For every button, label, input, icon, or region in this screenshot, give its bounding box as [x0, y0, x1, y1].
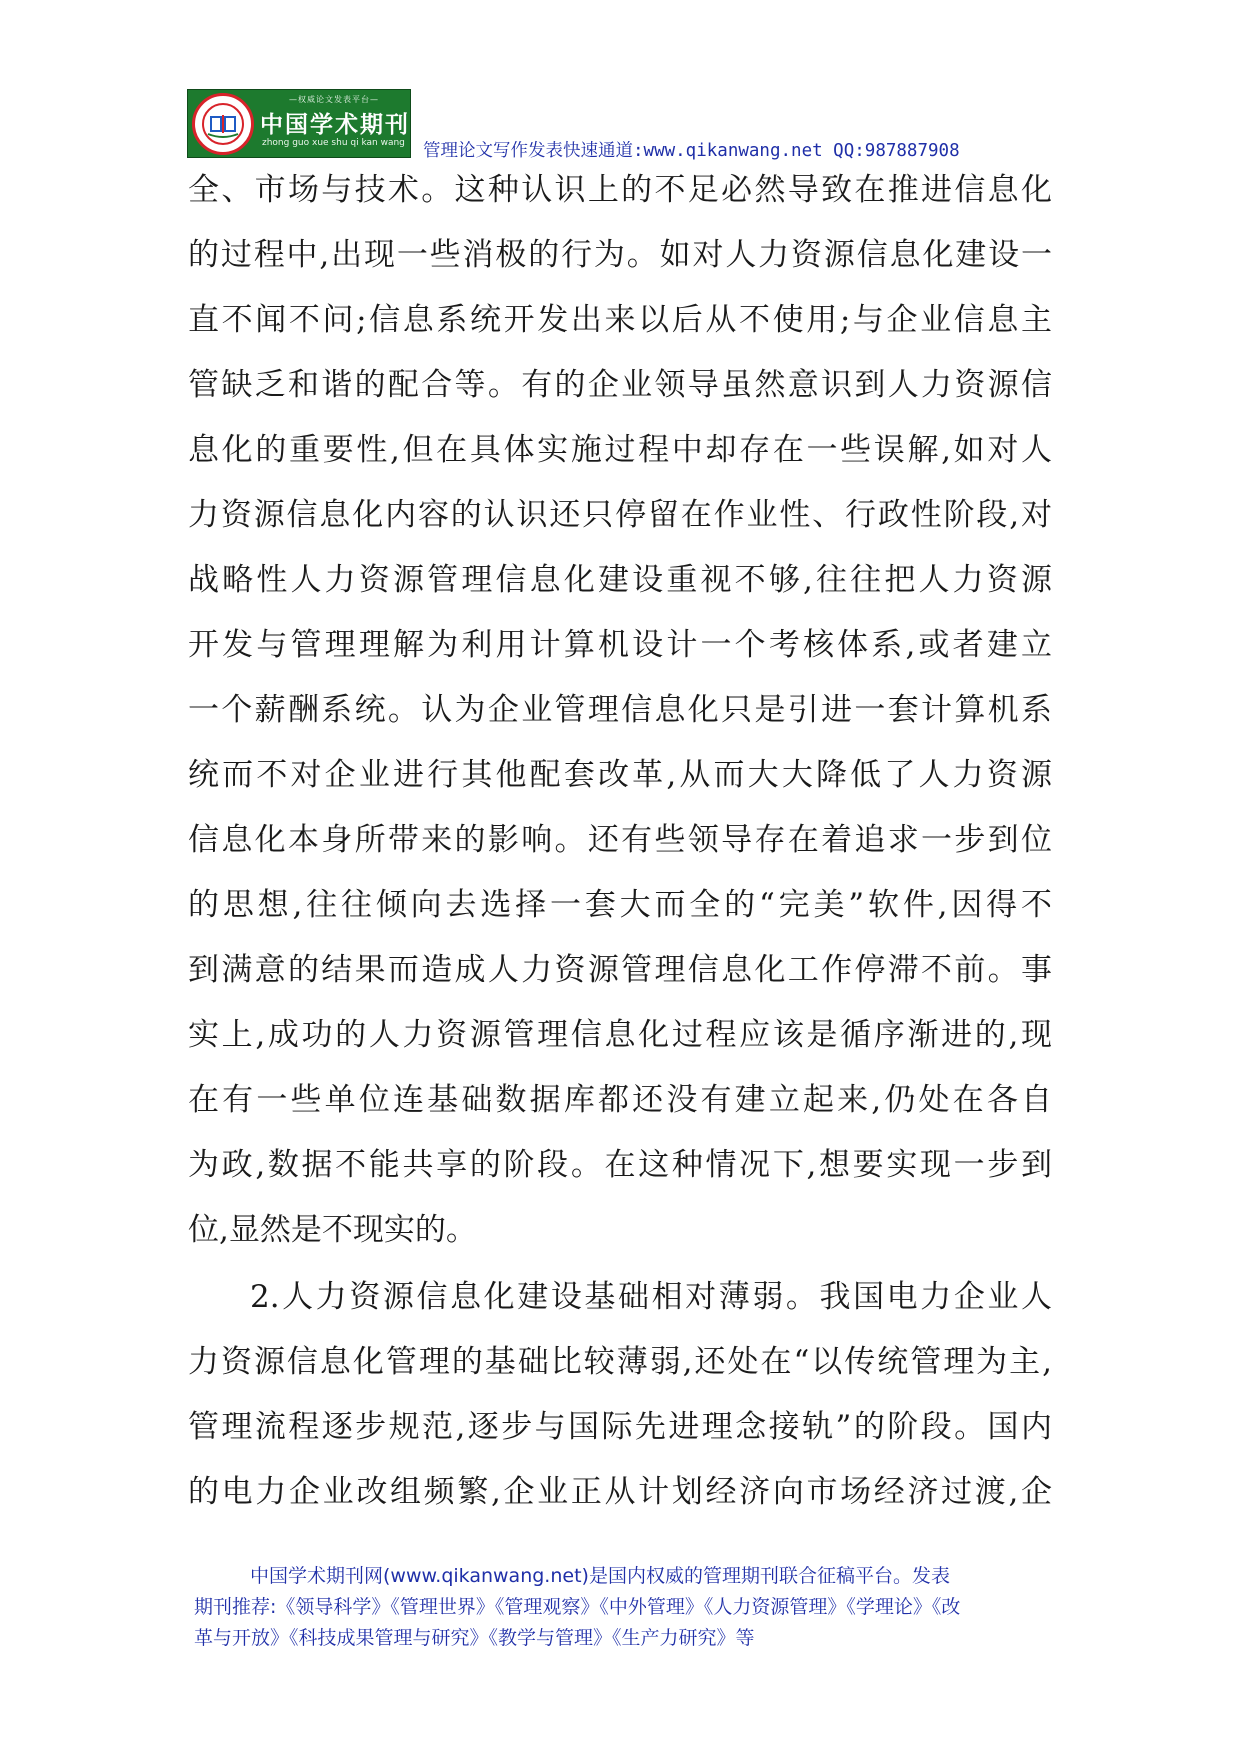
- text-line: 息化的重要性,但在具体实施过程中却存在一些误解,如对人: [188, 432, 1052, 468]
- text-line: 管理流程逐步规范,逐步与国际先进理念接轨”的阶段。国内: [188, 1409, 1052, 1445]
- text-line: 全、市场与技术。这种认识上的不足必然导致在推进信息化: [188, 172, 1052, 208]
- footer-promo: [194, 1561, 1060, 1654]
- site-logo[interactable]: [187, 89, 435, 158]
- text-line: 战略性人力资源管理信息化建设重视不够,往往把人力资源: [188, 562, 1052, 598]
- text-line: 的思想,往往倾向去选择一套大而全的“完美”软件,因得不: [188, 887, 1052, 923]
- logo-pinyin: zhong guo xue shu qi kan wang: [262, 138, 405, 148]
- text-line: 力资源信息化管理的基础比较薄弱,还处在“以传统管理为主,: [188, 1344, 1052, 1380]
- text-line: 位,显然是不现实的。: [188, 1212, 477, 1248]
- logo-tagline: —权威论文发表平台—: [289, 95, 379, 104]
- footer-line: 期刊推荐:《领导科学》《管理世界》《管理观察》《中外管理》《人力资源管理》《学理论》《改: [194, 1596, 961, 1618]
- text-line: 直不闻不问;信息系统开发出来以后从不使用;与企业信息主: [188, 302, 1052, 338]
- text-line: 力资源信息化内容的认识还只停留在作业性、行政性阶段,对: [188, 497, 1052, 533]
- footer-line[interactable]: 中国学术期刊网(www.qikanwang.net)是国内权威的管理期刊联合征稿平台。发表: [250, 1565, 950, 1587]
- footer-line: 革与开放》《科技成果管理与研究》《教学与管理》《生产力研究》等: [194, 1627, 755, 1649]
- text-line: 开发与管理理解为利用计算机设计一个考核体系,或者建立: [188, 627, 1052, 663]
- text-line: 一个薪酬系统。认为企业管理信息化只是引进一套计算机系: [188, 692, 1052, 728]
- text-line: 统而不对企业进行其他配套改革,从而大大降低了人力资源: [188, 757, 1052, 793]
- text-line: 实上,成功的人力资源管理信息化过程应该是循序渐进的,现: [188, 1017, 1052, 1053]
- header-promo-link[interactable]: 管理论文写作发表快速通道:www.qikanwang.net QQ:987887908: [423, 141, 960, 161]
- text-line: 的过程中,出现一些消极的行为。如对人力资源信息化建设一: [188, 237, 1052, 273]
- text-line: 到满意的结果而造成人力资源管理信息化工作停滞不前。事: [188, 952, 1052, 988]
- book-emblem-icon: [192, 93, 254, 155]
- paragraph-1: [188, 158, 1052, 1263]
- text-line: 2.人力资源信息化建设基础相对薄弱。我国电力企业人: [250, 1279, 1052, 1315]
- paragraph-2: [188, 1265, 1052, 1525]
- text-line: 为政,数据不能共享的阶段。在这种情况下,想要实现一步到: [188, 1147, 1052, 1183]
- article-body: [188, 158, 1052, 1525]
- text-line: 信息化本身所带来的影响。还有些领导存在着追求一步到位: [188, 822, 1052, 858]
- logo-title: 中国学术期刊网: [260, 112, 435, 138]
- text-line: 管缺乏和谐的配合等。有的企业领导虽然意识到人力资源信: [188, 367, 1052, 403]
- text-line: 在有一些单位连基础数据库都还没有建立起来,仍处在各自: [188, 1082, 1052, 1118]
- open-book-icon: [195, 96, 251, 152]
- text-line: 的电力企业改组频繁,企业正从计划经济向市场经济过渡,企: [188, 1474, 1052, 1510]
